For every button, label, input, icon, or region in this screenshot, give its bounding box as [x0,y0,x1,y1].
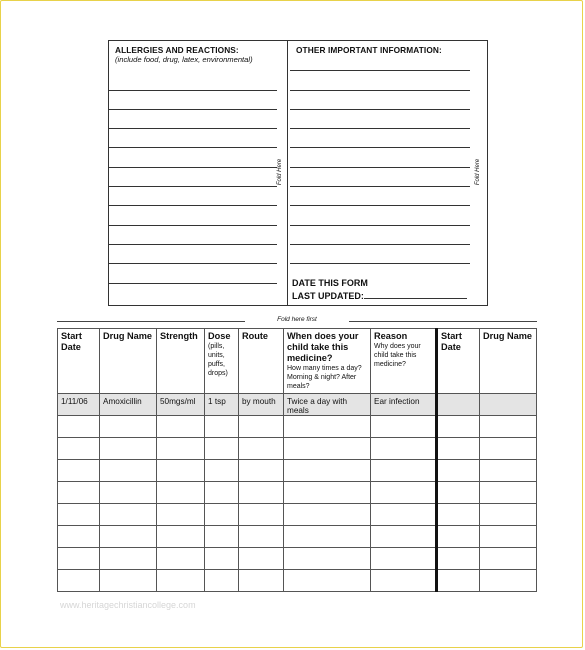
empty-cell[interactable] [480,460,537,482]
cell-start-date-2[interactable] [437,394,480,416]
empty-cell[interactable] [437,416,480,438]
empty-cell[interactable] [239,460,284,482]
fold-here-first-label: Fold here first [277,316,317,323]
cell-drug-name[interactable]: Amoxicillin [100,394,157,416]
empty-cell[interactable] [480,548,537,570]
empty-cell[interactable] [205,570,239,592]
empty-cell[interactable] [371,570,437,592]
empty-cell[interactable] [157,416,205,438]
table-row [58,548,537,570]
empty-cell[interactable] [205,526,239,548]
other-info-line[interactable] [290,167,470,168]
date-updated-block [292,277,467,302]
allergies-line[interactable] [109,225,277,226]
allergies-line[interactable] [109,244,277,245]
empty-cell[interactable] [157,570,205,592]
empty-cell[interactable] [239,570,284,592]
empty-cell[interactable] [58,482,100,504]
fold-line-right [349,321,537,322]
cell-route[interactable]: by mouth [239,394,284,416]
empty-cell[interactable] [284,526,371,548]
empty-cell[interactable] [157,438,205,460]
allergies-line[interactable] [109,109,277,110]
other-info-title: OTHER IMPORTANT INFORMATION: [296,45,442,55]
empty-cell[interactable] [100,504,157,526]
other-info-line[interactable] [290,263,470,264]
allergies-line[interactable] [109,147,277,148]
empty-cell[interactable] [437,526,480,548]
table-row [58,460,537,482]
empty-cell[interactable] [437,548,480,570]
allergies-line[interactable] [109,263,277,264]
other-info-line[interactable] [290,109,470,110]
col-when: When does your child take this medicine? How many times a day? Morning & night? After meals? [284,329,371,394]
empty-cell[interactable] [480,570,537,592]
allergies-subtitle: (include food, drug, latex, environmental) [115,55,253,64]
empty-cell[interactable] [480,416,537,438]
allergies-line[interactable] [109,167,277,168]
empty-cell[interactable] [239,416,284,438]
empty-cell[interactable] [100,438,157,460]
fold-here-first [57,316,537,323]
col-drug-name: Drug Name [100,329,157,394]
empty-cell[interactable] [157,504,205,526]
empty-cell[interactable] [58,526,100,548]
table-row [58,570,537,592]
other-info-line[interactable] [290,225,470,226]
cell-drug-name-2[interactable] [480,394,537,416]
empty-cell[interactable] [157,460,205,482]
empty-cell[interactable] [100,548,157,570]
cell-reason[interactable]: Ear infection [371,394,437,416]
other-info-line[interactable] [290,205,470,206]
empty-cell[interactable] [58,460,100,482]
empty-cell[interactable] [371,504,437,526]
last-updated-field[interactable] [364,289,467,299]
empty-cell[interactable] [371,438,437,460]
empty-cell[interactable] [100,460,157,482]
empty-cell[interactable] [371,526,437,548]
empty-cell[interactable] [205,504,239,526]
fold-here-label-left: Fold Here [277,158,284,186]
empty-cell[interactable] [437,460,480,482]
empty-cell[interactable] [100,482,157,504]
other-info-line[interactable] [290,70,470,71]
table-row [58,526,537,548]
empty-cell[interactable] [284,504,371,526]
other-info-line[interactable] [290,90,470,91]
empty-cell[interactable] [437,438,480,460]
empty-cell[interactable] [58,416,100,438]
allergies-line[interactable] [109,128,277,129]
other-info-line[interactable] [290,128,470,129]
empty-cell[interactable] [284,438,371,460]
empty-cell[interactable] [58,504,100,526]
table-row [58,438,537,460]
empty-cell[interactable] [284,548,371,570]
watermark: www.heritagechristiancollege.com [60,600,196,610]
empty-cell[interactable] [239,482,284,504]
allergies-title: ALLERGIES AND REACTIONS: [115,45,239,55]
allergies-line[interactable] [109,90,277,91]
col-start-date-2: Start Date [437,329,480,394]
empty-cell[interactable] [100,416,157,438]
empty-cell[interactable] [371,482,437,504]
other-info-line[interactable] [290,147,470,148]
empty-cell[interactable] [480,482,537,504]
last-updated-label: LAST UPDATED: [292,291,364,301]
empty-cell[interactable] [480,526,537,548]
empty-cell[interactable] [58,570,100,592]
col-reason: Reason Why does your child take this medicine? [371,329,437,394]
empty-cell[interactable] [284,570,371,592]
empty-cell[interactable] [437,570,480,592]
table-row [58,482,537,504]
col-route: Route [239,329,284,394]
table-row [58,416,537,438]
empty-cell[interactable] [239,526,284,548]
cell-dose[interactable]: 1 tsp [205,394,239,416]
fold-line-left [57,321,245,322]
table-header-row [58,329,537,394]
table-row [58,394,537,416]
card-divider [287,41,288,305]
empty-cell[interactable] [157,482,205,504]
empty-cell[interactable] [480,438,537,460]
empty-cell[interactable] [58,438,100,460]
info-card [108,40,488,306]
allergies-line[interactable] [109,186,277,187]
empty-cell[interactable] [371,416,437,438]
empty-cell[interactable] [205,482,239,504]
cell-when[interactable]: Twice a day with meals [284,394,371,416]
col-drug-name-2: Drug Name [480,329,537,394]
empty-cell[interactable] [157,548,205,570]
empty-cell[interactable] [205,460,239,482]
medication-table [57,328,537,592]
cell-start-date[interactable]: 1/11/06 [58,394,100,416]
col-dose: Dose (pills, units, puffs, drops) [205,329,239,394]
col-start-date: Start Date [58,329,100,394]
other-info-line[interactable] [290,244,470,245]
cell-strength[interactable]: 50mgs/ml [157,394,205,416]
other-info-line[interactable] [290,186,470,187]
empty-cell[interactable] [284,482,371,504]
empty-cell[interactable] [58,548,100,570]
empty-cell[interactable] [371,460,437,482]
empty-cell[interactable] [239,438,284,460]
empty-cell[interactable] [239,504,284,526]
empty-cell[interactable] [205,416,239,438]
empty-cell[interactable] [480,504,537,526]
empty-cell[interactable] [284,416,371,438]
allergies-line[interactable] [109,205,277,206]
empty-cell[interactable] [100,570,157,592]
empty-cell[interactable] [205,548,239,570]
empty-cell[interactable] [157,526,205,548]
empty-cell[interactable] [100,526,157,548]
allergies-line[interactable] [109,283,277,284]
col-strength: Strength [157,329,205,394]
empty-cell[interactable] [437,482,480,504]
empty-cell[interactable] [371,548,437,570]
empty-cell[interactable] [437,504,480,526]
empty-cell[interactable] [205,438,239,460]
empty-cell[interactable] [284,460,371,482]
date-form-label: DATE THIS FORM [292,278,368,288]
fold-here-label-right: Fold Here [475,158,482,186]
table-row [58,504,537,526]
empty-cell[interactable] [239,548,284,570]
